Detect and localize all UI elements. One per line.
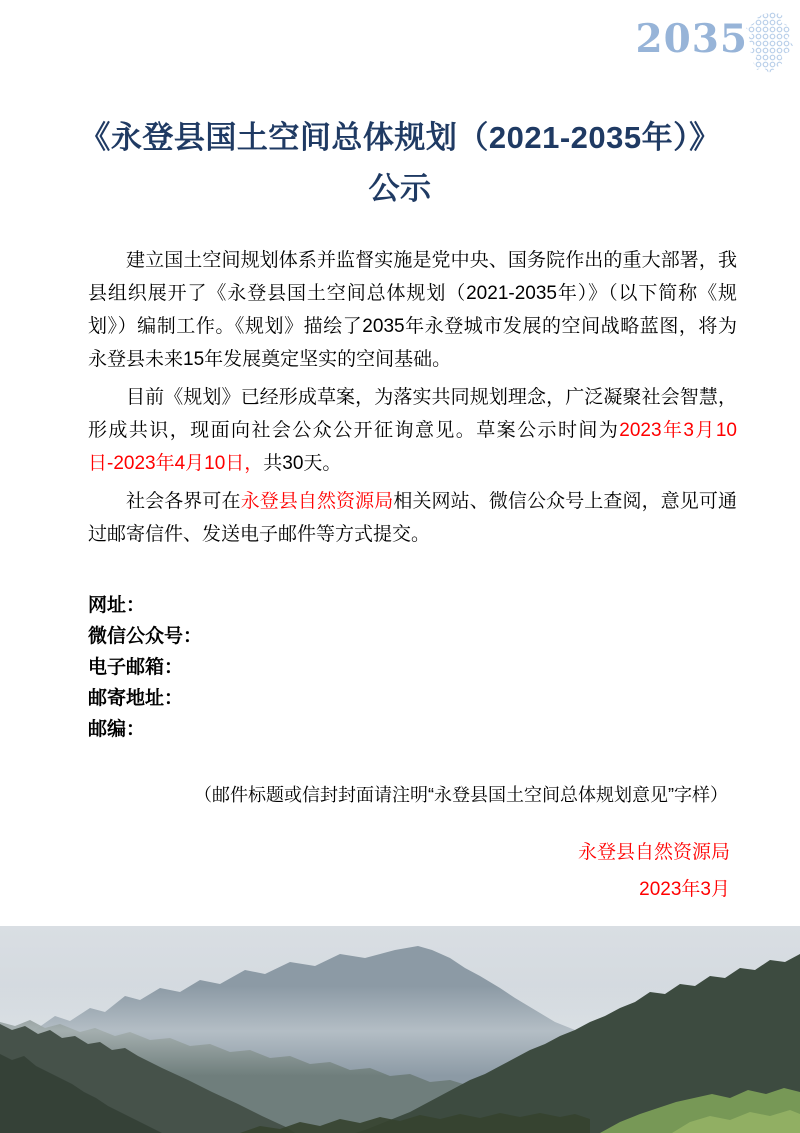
paragraph-2-tail: 共30天。 bbox=[263, 453, 342, 474]
logo-year-text: 2035 bbox=[635, 16, 748, 62]
paragraph-2 bbox=[88, 381, 737, 480]
paragraph-3 bbox=[88, 485, 737, 551]
contact-email-label: 电子邮箱： bbox=[88, 657, 184, 678]
mail-subject-note: （邮件标题或信封封面请注明“永登县国土空间总体规划意见”字样） bbox=[194, 785, 728, 805]
contact-postcode-label: 邮编： bbox=[88, 719, 146, 740]
publicity-period-highlight: 2023年3月10日-2023年4月10日， bbox=[88, 420, 738, 474]
signature-date: 2023年3月 bbox=[639, 879, 730, 900]
title-line-2: 公示 bbox=[368, 171, 432, 206]
signature-org: 永登县自然资源局 bbox=[577, 842, 730, 863]
paragraph-3-tail: 相关网站、微信公众号上查阅，意见可通过邮寄信件、发送电子邮件等方式提交。 bbox=[88, 491, 737, 545]
paragraph-3-text: 社会各界可在 bbox=[126, 491, 241, 512]
paragraph-2-text: 目前《规划》已经形成草案，为落实共同规划理念，广泛凝聚社会智慧，形成共识，现面向社会公众公开征询意见。草案公示时间为 bbox=[88, 387, 737, 441]
signature-block bbox=[88, 834, 730, 908]
contact-list bbox=[88, 590, 202, 745]
notice-body bbox=[88, 244, 737, 556]
contact-wechat-label: 微信公众号： bbox=[88, 626, 203, 647]
contact-website-label: 网址： bbox=[88, 595, 146, 616]
bureau-name-highlight: 永登县自然资源局 bbox=[240, 491, 394, 512]
mountain-photo bbox=[0, 926, 800, 1133]
title-line-1: 《永登县国土空间总体规划（2021-2035年）》 bbox=[79, 120, 721, 155]
logo-2035 bbox=[635, 12, 796, 74]
paragraph-1: 建立国土空间规划体系并监督实施是党中央、国务院作出的重大部署，我县组织展开了《永登县国土空间总体规划（2021-2035年）》（以下简称《规划》）编制工作。《规划》描绘了2035年永登城市发展的空间战略蓝图，将为永登县未来15年发展奠定坚实的空间基础。 bbox=[88, 250, 737, 370]
page-title bbox=[0, 112, 800, 214]
contact-mail-address-label: 邮寄地址： bbox=[88, 688, 184, 709]
